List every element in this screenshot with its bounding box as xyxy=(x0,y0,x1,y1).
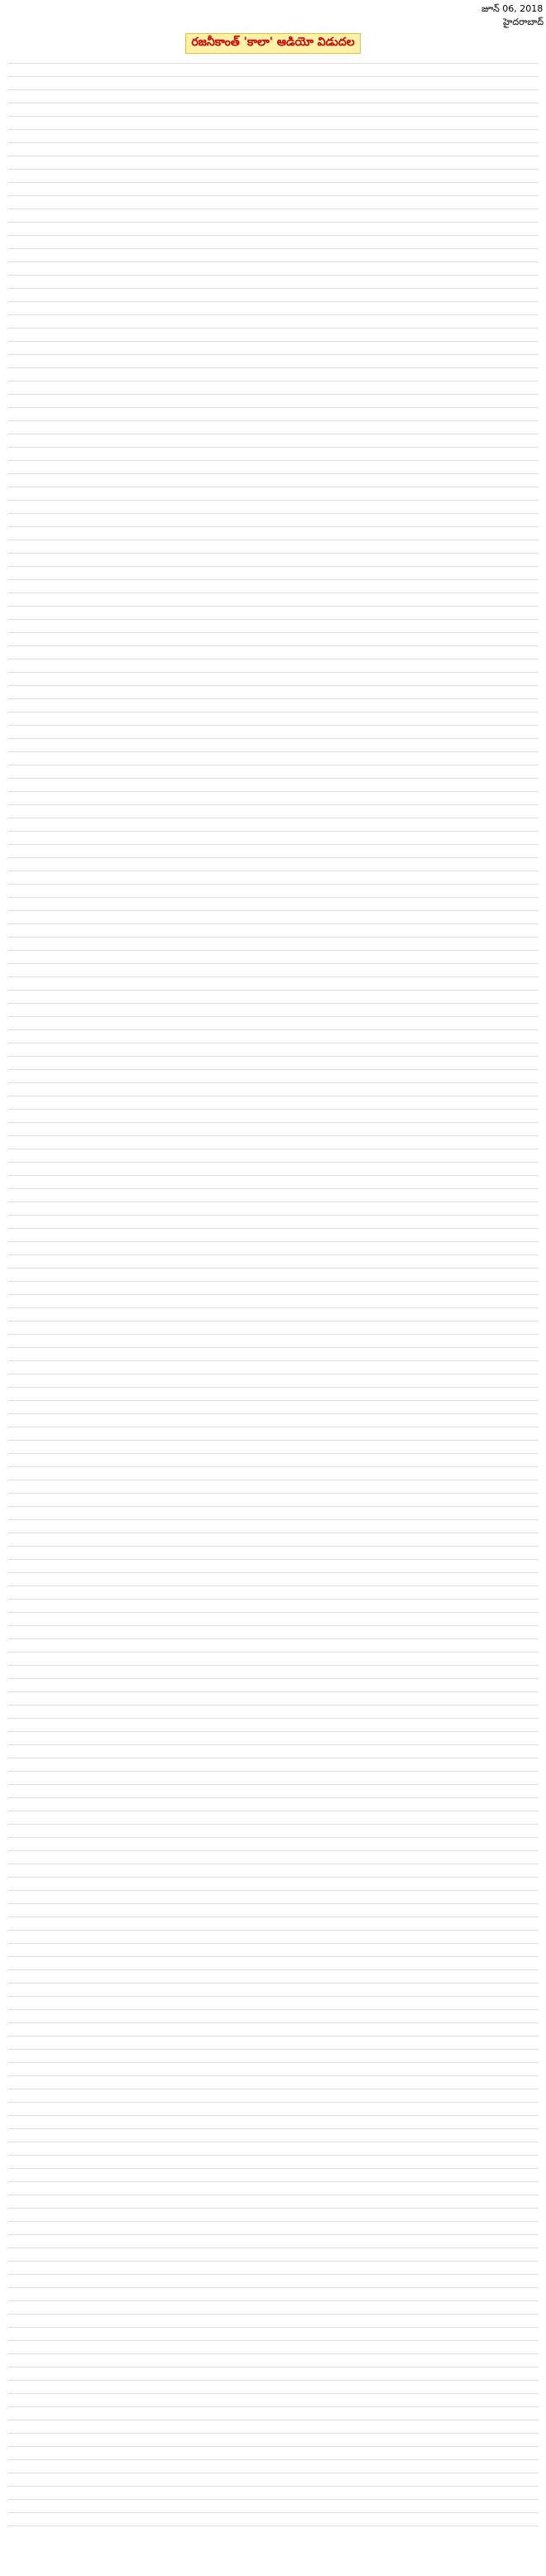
text-line xyxy=(8,1916,538,1917)
text-line xyxy=(8,857,538,858)
text-line xyxy=(8,804,538,805)
text-line xyxy=(8,261,538,262)
text-line xyxy=(8,778,538,779)
text-line xyxy=(8,1307,538,1308)
text-line xyxy=(8,2234,538,2235)
text-line xyxy=(8,1612,538,1613)
text-line xyxy=(8,1930,538,1931)
text-line xyxy=(8,301,538,302)
text-line xyxy=(8,2406,538,2407)
text-line xyxy=(8,1969,538,1970)
text-line xyxy=(8,2208,538,2209)
text-line xyxy=(8,1056,538,1057)
text-line xyxy=(8,89,538,90)
text-line xyxy=(8,1956,538,1957)
text-line xyxy=(8,1572,538,1573)
text-line xyxy=(8,1996,538,1997)
text-line xyxy=(8,1731,538,1732)
text-line xyxy=(8,63,538,64)
text-line xyxy=(8,592,538,593)
text-line xyxy=(8,2247,538,2248)
text-line xyxy=(8,526,538,527)
text-line xyxy=(8,142,538,143)
text-line xyxy=(8,990,538,991)
text-line xyxy=(8,1652,538,1653)
text-line xyxy=(8,831,538,832)
text-line xyxy=(8,1254,538,1255)
text-line xyxy=(8,1188,538,1189)
text-line xyxy=(8,2155,538,2156)
text-line xyxy=(8,698,538,699)
text-line xyxy=(8,632,538,633)
text-line xyxy=(8,195,538,196)
text-line xyxy=(8,1122,538,1123)
text-line xyxy=(8,2380,538,2381)
article-title: రజనీకాంత్ 'కాలా' ఆడియో విడుదల xyxy=(185,33,360,54)
text-line xyxy=(8,129,538,130)
text-line xyxy=(8,1082,538,1083)
text-line xyxy=(8,314,538,315)
text-line xyxy=(8,1771,538,1772)
text-line xyxy=(8,1241,538,1242)
text-line xyxy=(8,1175,538,1176)
text-line xyxy=(8,2102,538,2103)
text-line xyxy=(8,791,538,792)
text-line xyxy=(8,2181,538,2182)
text-line xyxy=(8,248,538,249)
text-line xyxy=(8,1413,538,1414)
text-line xyxy=(8,288,538,289)
text-line xyxy=(8,963,538,964)
text-line xyxy=(8,1334,538,1335)
text-line xyxy=(8,2340,538,2341)
text-line xyxy=(8,1599,538,1600)
text-line xyxy=(8,1453,538,1454)
text-line xyxy=(8,1877,538,1878)
text-line xyxy=(8,579,538,580)
text-line xyxy=(8,116,538,117)
text-line xyxy=(8,1321,538,1322)
text-line xyxy=(8,76,538,77)
text-line xyxy=(8,976,538,977)
text-line xyxy=(8,1387,538,1388)
text-line xyxy=(8,1691,538,1692)
text-line xyxy=(8,1983,538,1984)
text-line xyxy=(8,235,538,236)
text-line xyxy=(8,169,538,170)
text-line xyxy=(8,1281,538,1282)
text-line xyxy=(8,2009,538,2010)
text-line xyxy=(8,1069,538,1070)
text-line xyxy=(8,2128,538,2129)
text-line xyxy=(8,1890,538,1891)
article-city: హైదరాబాద్ xyxy=(503,17,544,27)
text-line xyxy=(8,2353,538,2354)
text-line xyxy=(8,1135,538,1136)
text-line xyxy=(8,1360,538,1361)
text-line xyxy=(8,2314,538,2315)
text-line xyxy=(8,725,538,726)
text-line xyxy=(8,341,538,342)
text-line xyxy=(8,2486,538,2487)
text-line xyxy=(8,685,538,686)
text-line xyxy=(8,2274,538,2275)
text-line xyxy=(8,473,538,474)
text-line xyxy=(8,2327,538,2328)
text-line xyxy=(8,884,538,885)
text-line xyxy=(8,1003,538,1004)
text-line xyxy=(8,659,538,660)
text-line xyxy=(8,606,538,607)
text-line xyxy=(8,500,538,501)
text-line xyxy=(8,1294,538,1295)
text-line xyxy=(8,923,538,924)
text-line xyxy=(8,1678,538,1679)
text-line xyxy=(8,1466,538,1467)
text-line xyxy=(8,1162,538,1163)
text-line xyxy=(8,1837,538,1838)
text-line xyxy=(8,2168,538,2169)
text-line xyxy=(8,2049,538,2050)
text-line xyxy=(8,394,538,395)
text-line xyxy=(8,1268,538,1269)
text-line xyxy=(8,1585,538,1586)
text-line xyxy=(8,1638,538,1639)
text-line xyxy=(8,897,538,898)
text-line xyxy=(8,2446,538,2447)
article-body xyxy=(8,63,538,2570)
text-line xyxy=(8,950,538,951)
text-line xyxy=(8,1347,538,1348)
text-line xyxy=(8,844,538,845)
text-line xyxy=(8,1850,538,1851)
text-line xyxy=(8,1109,538,1110)
text-line xyxy=(8,1797,538,1798)
text-line xyxy=(8,2300,538,2301)
text-line xyxy=(8,1029,538,1030)
text-line xyxy=(8,1784,538,1785)
text-line xyxy=(8,645,538,646)
text-line xyxy=(8,1493,538,1494)
text-line xyxy=(8,1546,538,1547)
text-line xyxy=(8,354,538,355)
text-line xyxy=(8,937,538,938)
text-line xyxy=(8,1519,538,1520)
text-line xyxy=(8,2261,538,2262)
text-line xyxy=(8,2287,538,2288)
article-date: జూన్ 06, 2018 xyxy=(481,3,544,14)
text-line xyxy=(8,460,538,461)
text-line xyxy=(8,619,538,620)
text-line xyxy=(8,566,538,567)
text-line xyxy=(8,1665,538,1666)
text-line xyxy=(8,1440,538,1441)
text-line xyxy=(8,910,538,911)
text-line xyxy=(8,367,538,368)
text-line xyxy=(8,1744,538,1745)
text-line xyxy=(8,2459,538,2460)
text-line xyxy=(8,222,538,223)
text-line xyxy=(8,1943,538,1944)
text-line xyxy=(8,275,538,276)
text-line xyxy=(8,1559,538,1560)
title-bar xyxy=(0,33,546,51)
text-line xyxy=(8,1506,538,1507)
text-line xyxy=(8,1228,538,1229)
text-line xyxy=(8,1718,538,1719)
text-line xyxy=(8,2499,538,2500)
text-line xyxy=(8,2433,538,2434)
text-line xyxy=(8,2393,538,2394)
text-line xyxy=(8,420,538,421)
text-line xyxy=(8,738,538,739)
text-line xyxy=(8,751,538,752)
text-line xyxy=(8,513,538,514)
text-line xyxy=(8,1824,538,1825)
text-line xyxy=(8,2221,538,2222)
text-line xyxy=(8,672,538,673)
text-line xyxy=(8,1903,538,1904)
text-line xyxy=(8,2512,538,2513)
text-line xyxy=(8,447,538,448)
text-line xyxy=(8,2022,538,2023)
text-line xyxy=(8,2062,538,2063)
text-line xyxy=(8,1215,538,1216)
text-line xyxy=(8,1400,538,1401)
text-line xyxy=(8,1625,538,1626)
text-line xyxy=(8,2075,538,2076)
text-line xyxy=(8,328,538,329)
text-line xyxy=(8,182,538,183)
text-line xyxy=(8,2115,538,2116)
text-line xyxy=(8,407,538,408)
text-line xyxy=(8,553,538,554)
text-line xyxy=(8,1016,538,1017)
